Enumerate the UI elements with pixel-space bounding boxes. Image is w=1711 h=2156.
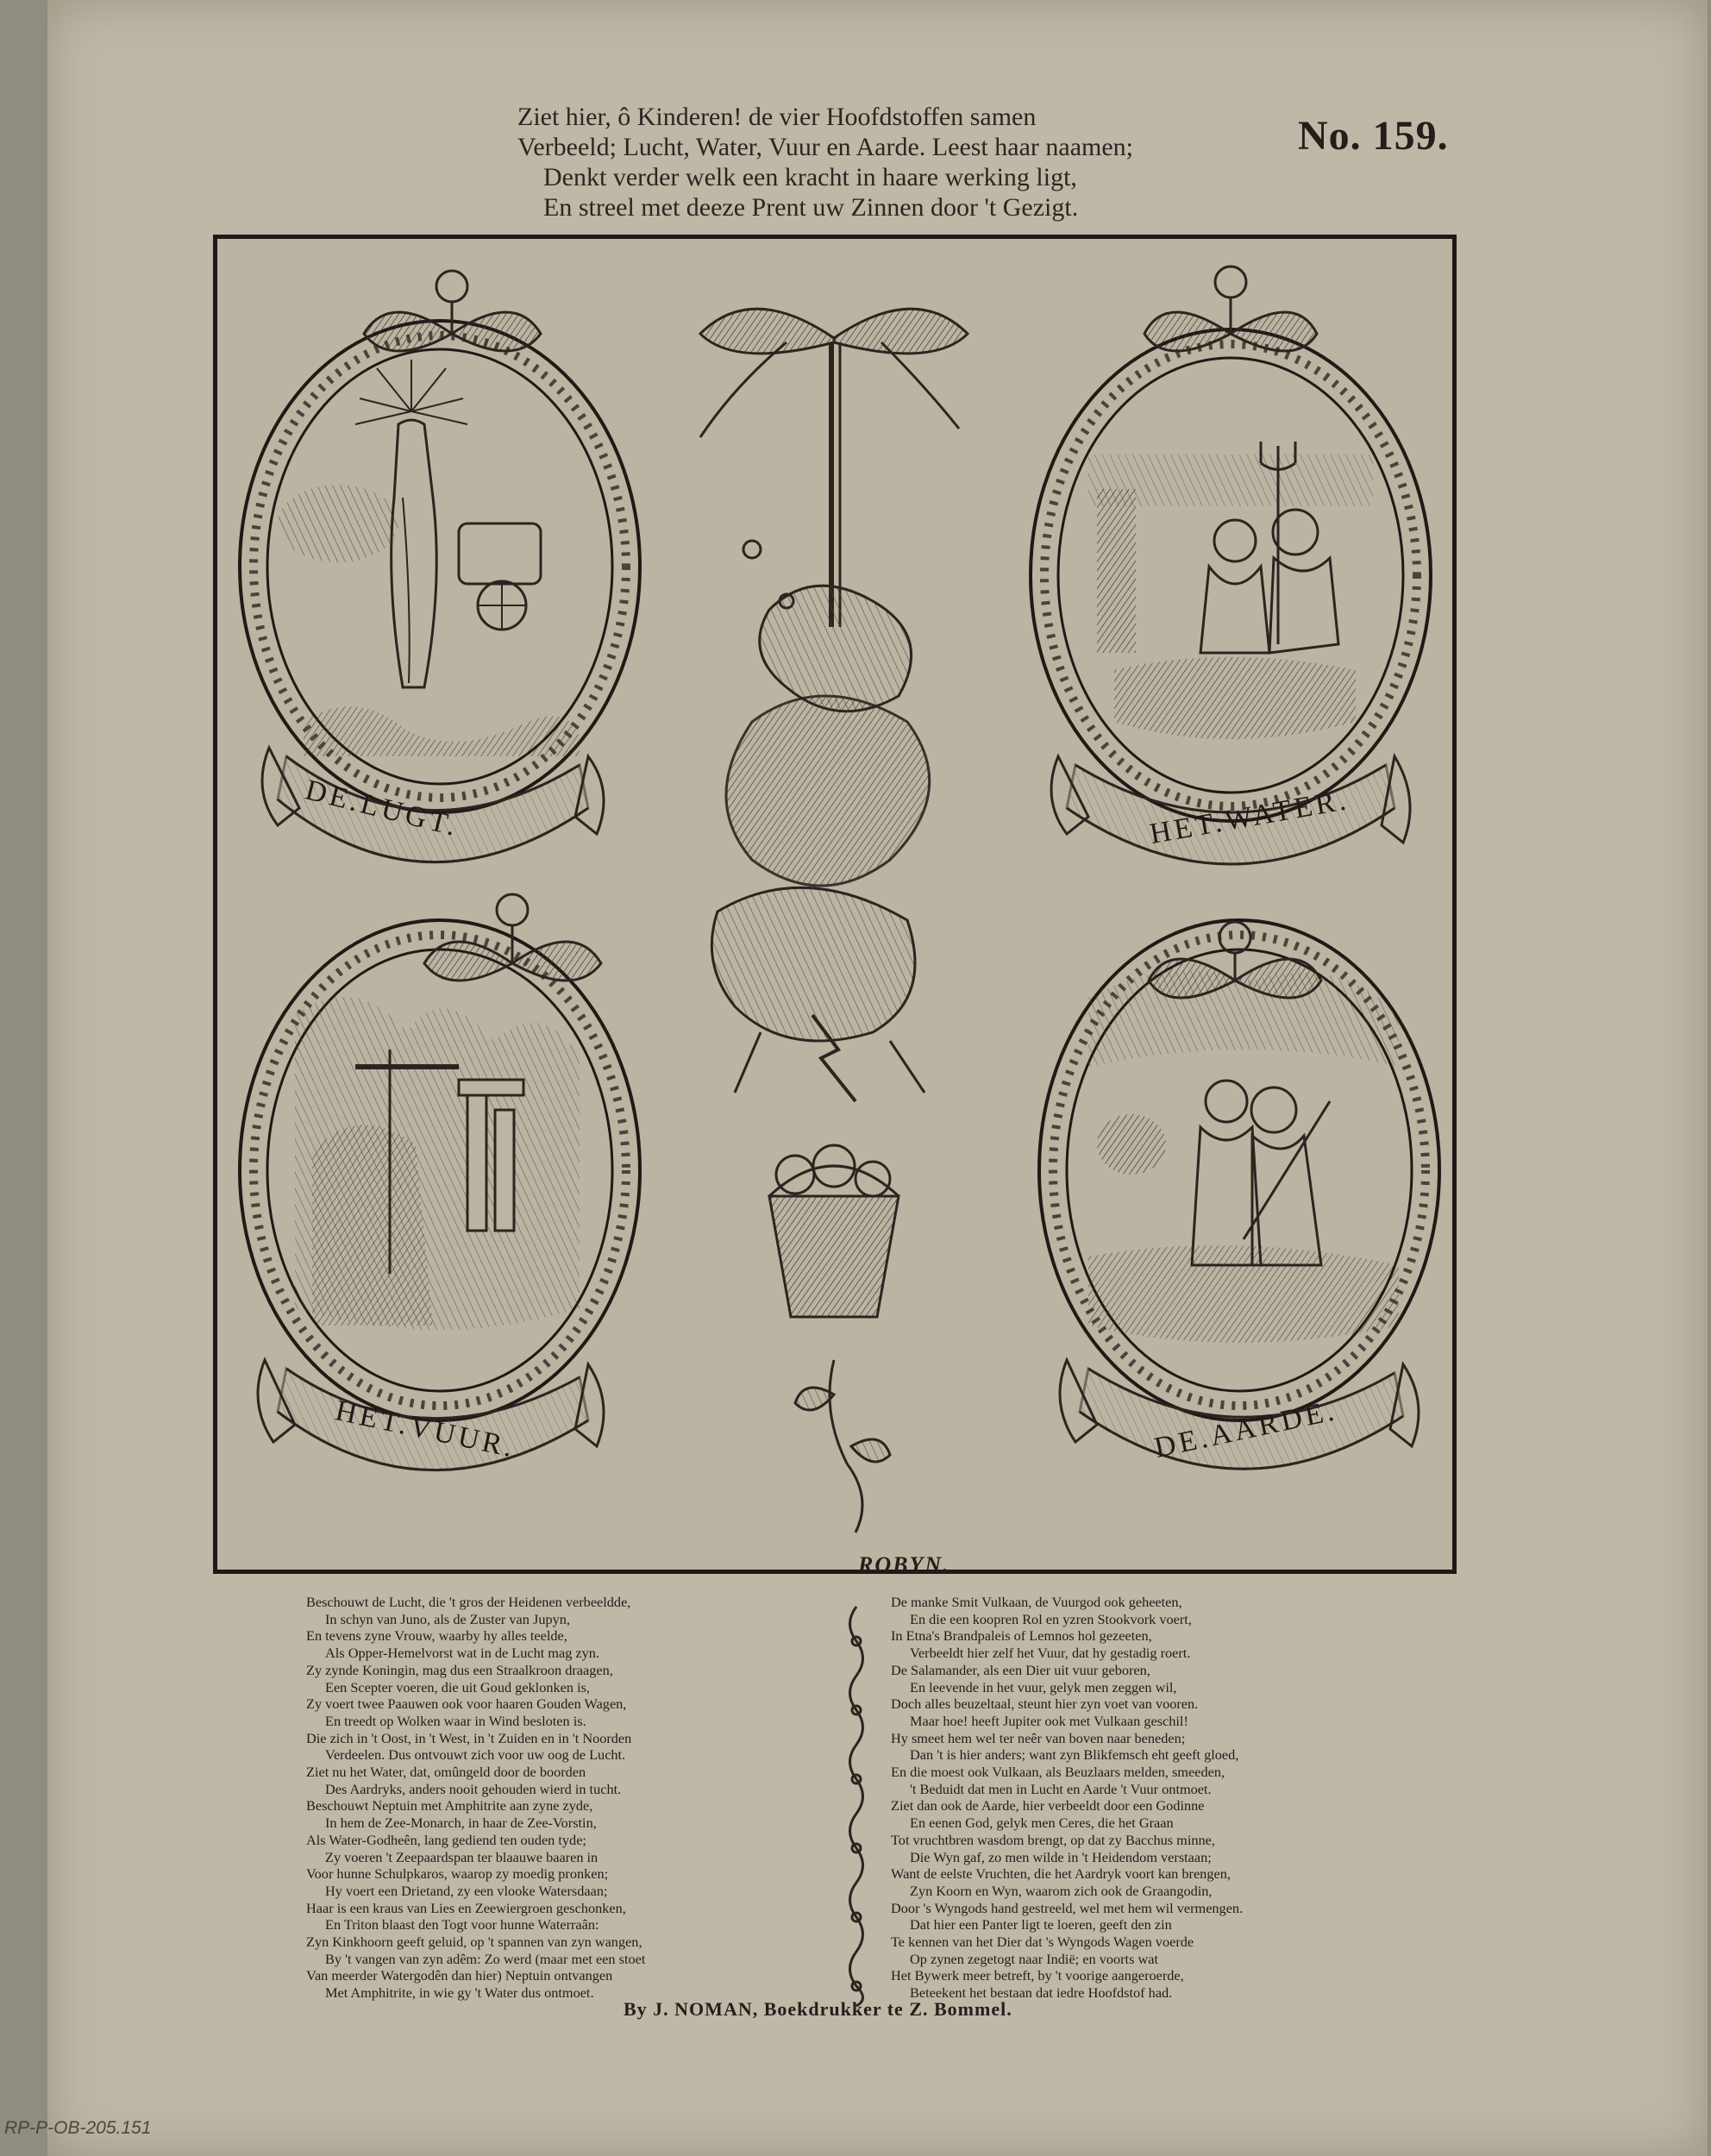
- central-garland: [700, 309, 968, 1532]
- verse-line: Beschouwt Neptuin met Amphitrite aan zyne zyde,: [306, 1797, 593, 1814]
- ribbon-bow-icon: [1144, 266, 1317, 351]
- verse-line: Denkt verder welk een kracht in haare werking ligt,: [543, 163, 1077, 191]
- sheet-number: No. 159.: [1298, 113, 1449, 159]
- verse-line: En die moest ook Vulkaan, als Beuzlaars melden, smeeden,: [891, 1764, 1225, 1781]
- verse-line: Met Amphitrite, in wie gy 't Water dus ontmoet.: [325, 1984, 594, 2002]
- verse-line: Des Aardryks, anders nooit gehouden wierd in tucht.: [325, 1780, 622, 1797]
- verse-line: Beteekent het bestaan dat iedre Hoofdstof had.: [910, 1984, 1173, 2002]
- verse-line: Want de eelste Vruchten, die het Aardryk voort kan brengen,: [891, 1865, 1231, 1883]
- ribbon-bow-icon: [424, 894, 601, 981]
- verse-line: Hy voert een Drietand, zy een vlooke Watersdaan;: [325, 1882, 608, 1899]
- verse-line: Te kennen van het Dier dat 's Wyngods Wagen voerde: [891, 1934, 1194, 1951]
- verse-line: De Salamander, als een Dier uit vuur geboren,: [891, 1661, 1150, 1678]
- medallion-earth: [1039, 920, 1439, 1469]
- verse-line: In Etna's Brandpaleis of Lemnos hol gezeeten,: [891, 1627, 1152, 1645]
- verse-line: Beschouwt de Lucht, die 't gros der Heidenen verbeeldde,: [306, 1594, 631, 1610]
- verse-line: Het Bywerk meer betreft, by 't voorige aangeroerde,: [891, 1967, 1184, 1984]
- verse-line: Als Opper-Hemelvorst wat in de Lucht mag zyn.: [325, 1645, 599, 1662]
- catalogue-sheet: [47, 0, 1708, 2156]
- sun-rays-icon: [355, 360, 467, 424]
- verse-line: Die zich in 't Oost, in 't West, in 't Zuiden en in 't Noorden: [306, 1729, 632, 1746]
- verse-line: Ziet dan ook de Aarde, hier verbeeldt door een Godinne: [891, 1797, 1205, 1814]
- label-earth: DE.AARDE.: [1151, 1395, 1340, 1465]
- verse-line: Zy voeren 't Zeepaardspan ter blaauwe baaren in: [325, 1848, 599, 1865]
- verse-column-right: [891, 1594, 1243, 2002]
- verse-line: Ziet nu het Water, dat, omûngeld door de boorden: [306, 1764, 586, 1781]
- verse-line: Ziet hier, ô Kinderen! de vier Hoofdstoffen samen: [517, 103, 1037, 131]
- woodcut-illustration: [217, 239, 1452, 1570]
- verse-line: Haar is een kraus van Lies en Zeewiergroen geschonken,: [306, 1899, 626, 1916]
- verse-line: Verdeelen. Dus ontvouwt zich voor uw oog de Lucht.: [325, 1746, 626, 1764]
- verse-line: Zyn Kinkhoorn geeft geluid, op 't spannen van zyn wangen,: [306, 1934, 642, 1951]
- medallion-fire: [240, 894, 640, 1470]
- verse-line: Doch alles beuzeltaal, steunt hier zyn voet van vooren.: [891, 1695, 1199, 1713]
- verse-line: Van meerder Watergodên dan hier) Neptuin ontvangen: [306, 1967, 613, 1984]
- verse-line: In hem de Zee-Monarch, in haar de Zee-Vorstin,: [325, 1814, 597, 1832]
- verse-line: En eenen God, gelyk men Ceres, die het Graan: [910, 1814, 1174, 1832]
- archive-inventory-mark: RP-P-OB-205.151: [4, 2118, 152, 2138]
- label-fire: HET.VUUR.: [332, 1395, 519, 1464]
- verse-line: Als Water-Godheên, lang gediend ten ouden tyde;: [306, 1831, 586, 1848]
- verse-line: En streel met deeze Prent uw Zinnen door 't Gezigt.: [543, 193, 1079, 222]
- woodcut-print: [213, 235, 1457, 1574]
- top-verse: [517, 102, 1250, 222]
- verse-line: En treedt op Wolken waar in Wind besloten is.: [325, 1712, 586, 1729]
- verse-line: Zy zynde Koningin, mag dus een Straalkroon draagen,: [306, 1661, 613, 1678]
- verse-line: Hy smeet hem wel ter neêr van boven naar beneden;: [891, 1729, 1186, 1746]
- medallion-air: [240, 271, 640, 862]
- verse-line: By 't vangen van zyn adêm: Zo werd (maar met een stoet: [325, 1950, 646, 1967]
- verse-line: Op zynen zegetogt naar Indië; en voorts wat: [910, 1950, 1158, 1967]
- verse-line: En tevens zyne Vrouw, waarby hy alles teelde,: [306, 1627, 567, 1645]
- printer-imprint: By J. NOMAN, Boekdrukker te Z. Bommel.: [624, 1998, 1012, 2020]
- artist-signature: ROBYN.: [858, 1552, 950, 1577]
- verse-line: In schyn van Juno, als de Zuster van Jupyn,: [325, 1610, 570, 1627]
- verse-line: En Triton blaast den Togt voor hunne Waterraân:: [325, 1916, 599, 1934]
- verse-line: Zy voert twee Paauwen ook voor haaren Gouden Wagen,: [306, 1695, 627, 1713]
- verse-line: Die Wyn gaf, zo men wilde in 't Heidendom verstaan;: [910, 1848, 1212, 1865]
- medallion-water: [1031, 266, 1431, 864]
- verse-column-left: [306, 1594, 645, 2002]
- verse-line: Dan 't is hier anders; want zyn Blikfemsch eht geeft gloed,: [910, 1746, 1239, 1764]
- verse-line: Verbeeldt hier zelf het Vuur, dat hy gestadig roert.: [910, 1645, 1191, 1662]
- verse-line: En leevende in het vuur, gelyk men zeggen wil,: [910, 1678, 1177, 1695]
- verse-line: Zyn Koorn en Wyn, waarom zich ook de Graangodin,: [910, 1882, 1213, 1899]
- verse-line: Maar hoe! heeft Jupiter ook met Vulkaan geschil!: [910, 1712, 1188, 1729]
- scroll-ornament-icon: [839, 1602, 874, 2008]
- verse-line: En die een koopren Rol en yzren Stookvork voert,: [910, 1610, 1192, 1627]
- verse-line: De manke Smit Vulkaan, de Vuurgod ook geheeten,: [891, 1594, 1182, 1610]
- verse-line: Tot vruchtbren wasdom brengt, op dat zy Bacchus minne,: [891, 1831, 1215, 1848]
- label-water: HET.WATER.: [1147, 783, 1352, 851]
- verse-line: 't Beduidt dat men in Lucht en Aarde 't Vuur ontmoet.: [910, 1780, 1212, 1797]
- verse-line: Een Scepter voeren, die uit Goud geklonken is,: [325, 1678, 590, 1695]
- verse-line: Voor hunne Schulpkaros, waarop zy moedig pronken;: [306, 1865, 609, 1883]
- verse-line: Door 's Wyngods hand gestreeld, wel met hem wil vermengen.: [891, 1899, 1244, 1916]
- verse-line: Dat hier een Panter ligt te loeren, geeft den zin: [910, 1916, 1172, 1934]
- fruit-basket-icon: [769, 1145, 899, 1317]
- label-air: DE.LUGT.: [302, 774, 463, 843]
- verse-line: Verbeeld; Lucht, Water, Vuur en Aarde. Leest haar naamen;: [517, 133, 1134, 161]
